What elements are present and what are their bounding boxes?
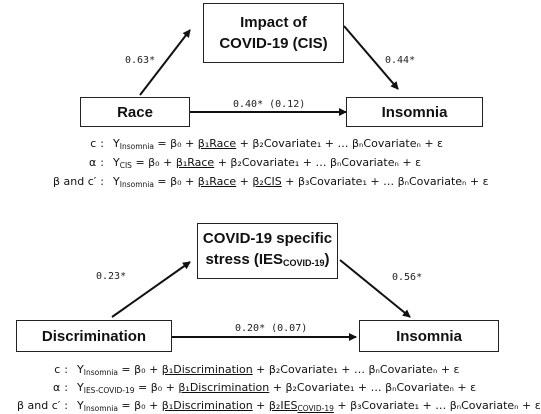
path-c-coefficient: 0.40* (0.12) — [233, 99, 306, 110]
predictor-box-discrimination — [16, 320, 172, 352]
equation-expression: $Y_{CIS} = \beta_0$ + β₁Race + β₂Covariate₁ + … βₙCovariateₙ + ε — [113, 156, 422, 170]
equation-label: β and c′ : — [53, 175, 104, 188]
mediator-line-1: COVID-19 specific — [202, 230, 333, 247]
mediator-box-ies — [197, 223, 338, 279]
path-c-coefficient: 0.20* (0.07) — [235, 323, 308, 334]
mediator-line-2: COVID-19 (CIS) — [219, 35, 328, 52]
outcome-label: Insomnia — [381, 103, 448, 121]
equation-expression: $Y_{Insomnia} = \beta_0$ + β₁Discrimination + β₂Covariate₁ + … βₙCovariateₙ + ε — [77, 363, 460, 377]
path-a-coefficient: 0.63* — [125, 55, 156, 66]
mediator-line-1: Impact of — [240, 14, 307, 31]
equation-label: c : — [90, 137, 104, 150]
path-b-coefficient: 0.56* — [392, 272, 423, 283]
equation-expression: $Y_{IES-COVID-19} = \beta_0$ + β₁Discrimination + β₂Covariate₁ + … βₙCovariateₙ + ε — [77, 381, 477, 395]
predictor-label: Discrimination — [41, 327, 147, 345]
equation-expression: $Y_{Insomnia} = \beta_0$ + β₁Race + β₂CIS + β₃Covariate₁ + … βₙCovariateₙ + ε — [113, 175, 489, 189]
outcome-box-insomnia-1 — [346, 97, 483, 127]
predictor-box-race — [80, 97, 190, 127]
equation-expression: $Y_{Insomnia} = \beta_0$ + β₁Race + β₂Covariate₁ + … βₙCovariateₙ + ε — [113, 137, 444, 151]
arrow-ies-to-insomnia — [340, 260, 410, 317]
path-b-coefficient: 0.44* — [385, 55, 416, 66]
equation-label: c : — [54, 363, 68, 376]
equation-label: α : — [53, 381, 68, 394]
mediator-line-2: stress $(IES_{COVID-19})$ — [205, 251, 330, 268]
predictor-label: Race — [117, 103, 153, 121]
outcome-box-insomnia-2 — [359, 320, 499, 352]
path-a-coefficient: 0.23* — [96, 271, 127, 282]
outcome-label: Insomnia — [396, 327, 462, 345]
mediator-box-cis — [203, 3, 344, 63]
equation-expression: $Y_{Insomnia} = \beta_0$ + β₁Discrimination + $\beta_2IES_{COVID-19}$ + β₃Covariate₁ + … βₙCovariateₙ + ε — [77, 399, 541, 413]
equation-label: β and c′ : — [17, 399, 68, 412]
equation-label: α : — [89, 156, 104, 169]
